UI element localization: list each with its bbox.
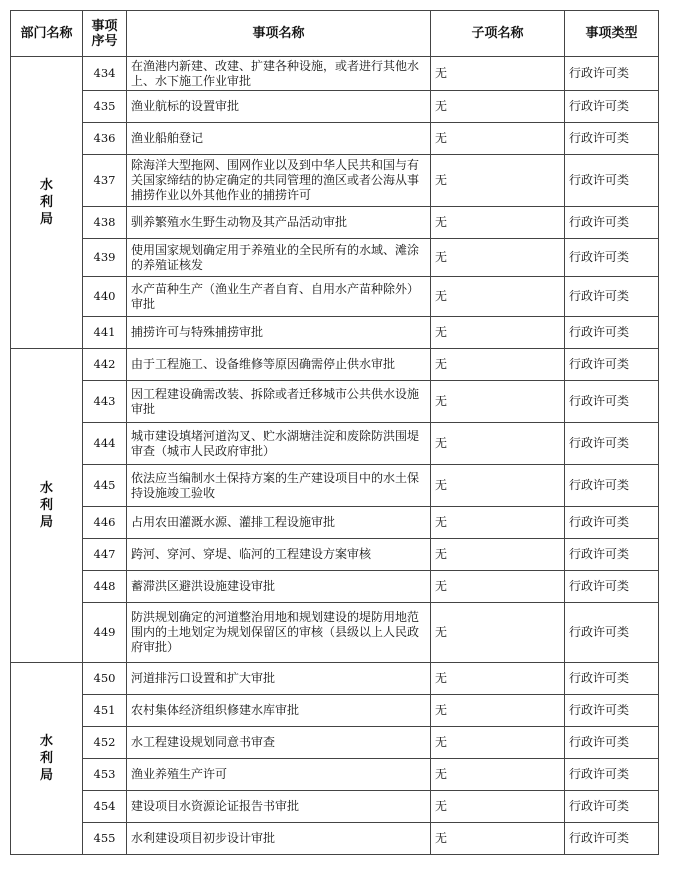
item-name: 因工程建设确需改装、拆除或者迁移城市公共供水设施审批 xyxy=(127,381,431,423)
sub-item: 无 xyxy=(431,759,565,791)
sub-item: 无 xyxy=(431,663,565,695)
item-number: 442 xyxy=(83,349,127,381)
item-type: 行政许可类 xyxy=(565,823,659,855)
table-row xyxy=(11,507,659,539)
item-type: 行政许可类 xyxy=(565,91,659,123)
table-row xyxy=(11,349,659,381)
item-name: 蓄滞洪区避洪设施建设审批 xyxy=(127,571,431,603)
item-number: 441 xyxy=(83,317,127,349)
sub-item: 无 xyxy=(431,571,565,603)
dept-cell xyxy=(11,57,83,349)
sub-item: 无 xyxy=(431,791,565,823)
item-number: 454 xyxy=(83,791,127,823)
table-row xyxy=(11,823,659,855)
table-row xyxy=(11,207,659,239)
dept-label: 水利局 xyxy=(39,481,53,530)
table-row xyxy=(11,317,659,349)
item-number: 434 xyxy=(83,57,127,91)
sub-item: 无 xyxy=(431,423,565,465)
item-number: 449 xyxy=(83,603,127,663)
item-type: 行政许可类 xyxy=(565,663,659,695)
item-name: 建设项目水资源论证报告书审批 xyxy=(127,791,431,823)
item-type: 行政许可类 xyxy=(565,695,659,727)
sub-item: 无 xyxy=(431,539,565,571)
header-type: 事项类型 xyxy=(565,11,659,57)
item-name: 水利建设项目初步设计审批 xyxy=(127,823,431,855)
item-name: 水产苗种生产（渔业生产者自育、自用水产苗种除外）审批 xyxy=(127,277,431,317)
item-name: 由于工程施工、设备维修等原因确需停止供水审批 xyxy=(127,349,431,381)
item-name: 捕捞许可与特殊捕捞审批 xyxy=(127,317,431,349)
item-name: 驯养繁殖水生野生动物及其产品活动审批 xyxy=(127,207,431,239)
item-number: 453 xyxy=(83,759,127,791)
table-row xyxy=(11,155,659,207)
permit-items-table xyxy=(10,10,659,855)
item-number: 452 xyxy=(83,727,127,759)
item-name: 城市建设填堵河道沟叉、贮水湖塘洼淀和废除防洪围堤审查（城市人民政府审批） xyxy=(127,423,431,465)
dept-label: 水利局 xyxy=(39,734,53,783)
header-seq-line2: 序号 xyxy=(91,33,118,49)
sub-item: 无 xyxy=(431,349,565,381)
sub-item: 无 xyxy=(431,239,565,277)
table-row xyxy=(11,277,659,317)
table-row xyxy=(11,91,659,123)
item-number: 444 xyxy=(83,423,127,465)
table-row xyxy=(11,663,659,695)
header-sub: 子项名称 xyxy=(431,11,565,57)
header-row xyxy=(11,11,659,57)
table-row xyxy=(11,539,659,571)
sub-item: 无 xyxy=(431,91,565,123)
item-name: 跨河、穿河、穿堤、临河的工程建设方案审核 xyxy=(127,539,431,571)
item-number: 438 xyxy=(83,207,127,239)
item-type: 行政许可类 xyxy=(565,571,659,603)
sub-item: 无 xyxy=(431,317,565,349)
item-type: 行政许可类 xyxy=(565,57,659,91)
item-type: 行政许可类 xyxy=(565,381,659,423)
sub-item: 无 xyxy=(431,695,565,727)
header-seq xyxy=(83,11,127,57)
item-number: 440 xyxy=(83,277,127,317)
item-name: 在渔港内新建、改建、扩建各种设施，或者进行其他水上、水下施工作业审批 xyxy=(127,57,431,91)
item-number: 437 xyxy=(83,155,127,207)
item-number: 446 xyxy=(83,507,127,539)
table-row xyxy=(11,791,659,823)
item-number: 451 xyxy=(83,695,127,727)
table-row xyxy=(11,123,659,155)
item-name: 水工程建设规划同意书审查 xyxy=(127,727,431,759)
dept-cell xyxy=(11,663,83,855)
sub-item: 无 xyxy=(431,207,565,239)
item-type: 行政许可类 xyxy=(565,759,659,791)
item-number: 448 xyxy=(83,571,127,603)
item-number: 435 xyxy=(83,91,127,123)
item-type: 行政许可类 xyxy=(565,539,659,571)
item-number: 439 xyxy=(83,239,127,277)
dept-label: 水利局 xyxy=(39,178,53,227)
table-row xyxy=(11,571,659,603)
table-row xyxy=(11,423,659,465)
table-row xyxy=(11,759,659,791)
item-number: 436 xyxy=(83,123,127,155)
table-row xyxy=(11,57,659,91)
item-type: 行政许可类 xyxy=(565,317,659,349)
table-row xyxy=(11,603,659,663)
item-name: 渔业船舶登记 xyxy=(127,123,431,155)
item-name: 河道排污口设置和扩大审批 xyxy=(127,663,431,695)
header-item: 事项名称 xyxy=(127,11,431,57)
header-dept: 部门名称 xyxy=(11,11,83,57)
item-name: 渔业养殖生产许可 xyxy=(127,759,431,791)
sub-item: 无 xyxy=(431,823,565,855)
item-type: 行政许可类 xyxy=(565,603,659,663)
header-seq-line1: 事项 xyxy=(91,18,118,34)
sub-item: 无 xyxy=(431,277,565,317)
table-row xyxy=(11,381,659,423)
item-type: 行政许可类 xyxy=(565,207,659,239)
item-name: 使用国家规划确定用于养殖业的全民所有的水域、滩涂的养殖证核发 xyxy=(127,239,431,277)
item-number: 455 xyxy=(83,823,127,855)
sub-item: 无 xyxy=(431,381,565,423)
item-number: 443 xyxy=(83,381,127,423)
sub-item: 无 xyxy=(431,155,565,207)
item-name: 依法应当编制水土保持方案的生产建设项目中的水土保持设施竣工验收 xyxy=(127,465,431,507)
table-row xyxy=(11,727,659,759)
dept-cell xyxy=(11,349,83,663)
table-row xyxy=(11,239,659,277)
item-number: 450 xyxy=(83,663,127,695)
sub-item: 无 xyxy=(431,603,565,663)
item-name: 除海洋大型拖网、围网作业以及到中华人民共和国与有关国家缔结的协定确定的共同管理的渔区或者公海从事捕捞作业以外其他作业的捕捞许可 xyxy=(127,155,431,207)
item-name: 渔业航标的设置审批 xyxy=(127,91,431,123)
item-name: 农村集体经济组织修建水库审批 xyxy=(127,695,431,727)
sub-item: 无 xyxy=(431,123,565,155)
item-type: 行政许可类 xyxy=(565,123,659,155)
item-name: 占用农田灌溉水源、灌排工程设施审批 xyxy=(127,507,431,539)
item-type: 行政许可类 xyxy=(565,727,659,759)
item-type: 行政许可类 xyxy=(565,465,659,507)
item-number: 445 xyxy=(83,465,127,507)
item-type: 行政许可类 xyxy=(565,155,659,207)
item-type: 行政许可类 xyxy=(565,239,659,277)
item-type: 行政许可类 xyxy=(565,349,659,381)
sub-item: 无 xyxy=(431,57,565,91)
item-type: 行政许可类 xyxy=(565,423,659,465)
table-row xyxy=(11,695,659,727)
sub-item: 无 xyxy=(431,465,565,507)
item-type: 行政许可类 xyxy=(565,277,659,317)
table-row xyxy=(11,465,659,507)
item-name: 防洪规划确定的河道整治用地和规划建设的堤防用地范围内的土地划定为规划保留区的审核（县级以上人民政府审批） xyxy=(127,603,431,663)
sub-item: 无 xyxy=(431,727,565,759)
item-type: 行政许可类 xyxy=(565,507,659,539)
item-type: 行政许可类 xyxy=(565,791,659,823)
item-number: 447 xyxy=(83,539,127,571)
sub-item: 无 xyxy=(431,507,565,539)
